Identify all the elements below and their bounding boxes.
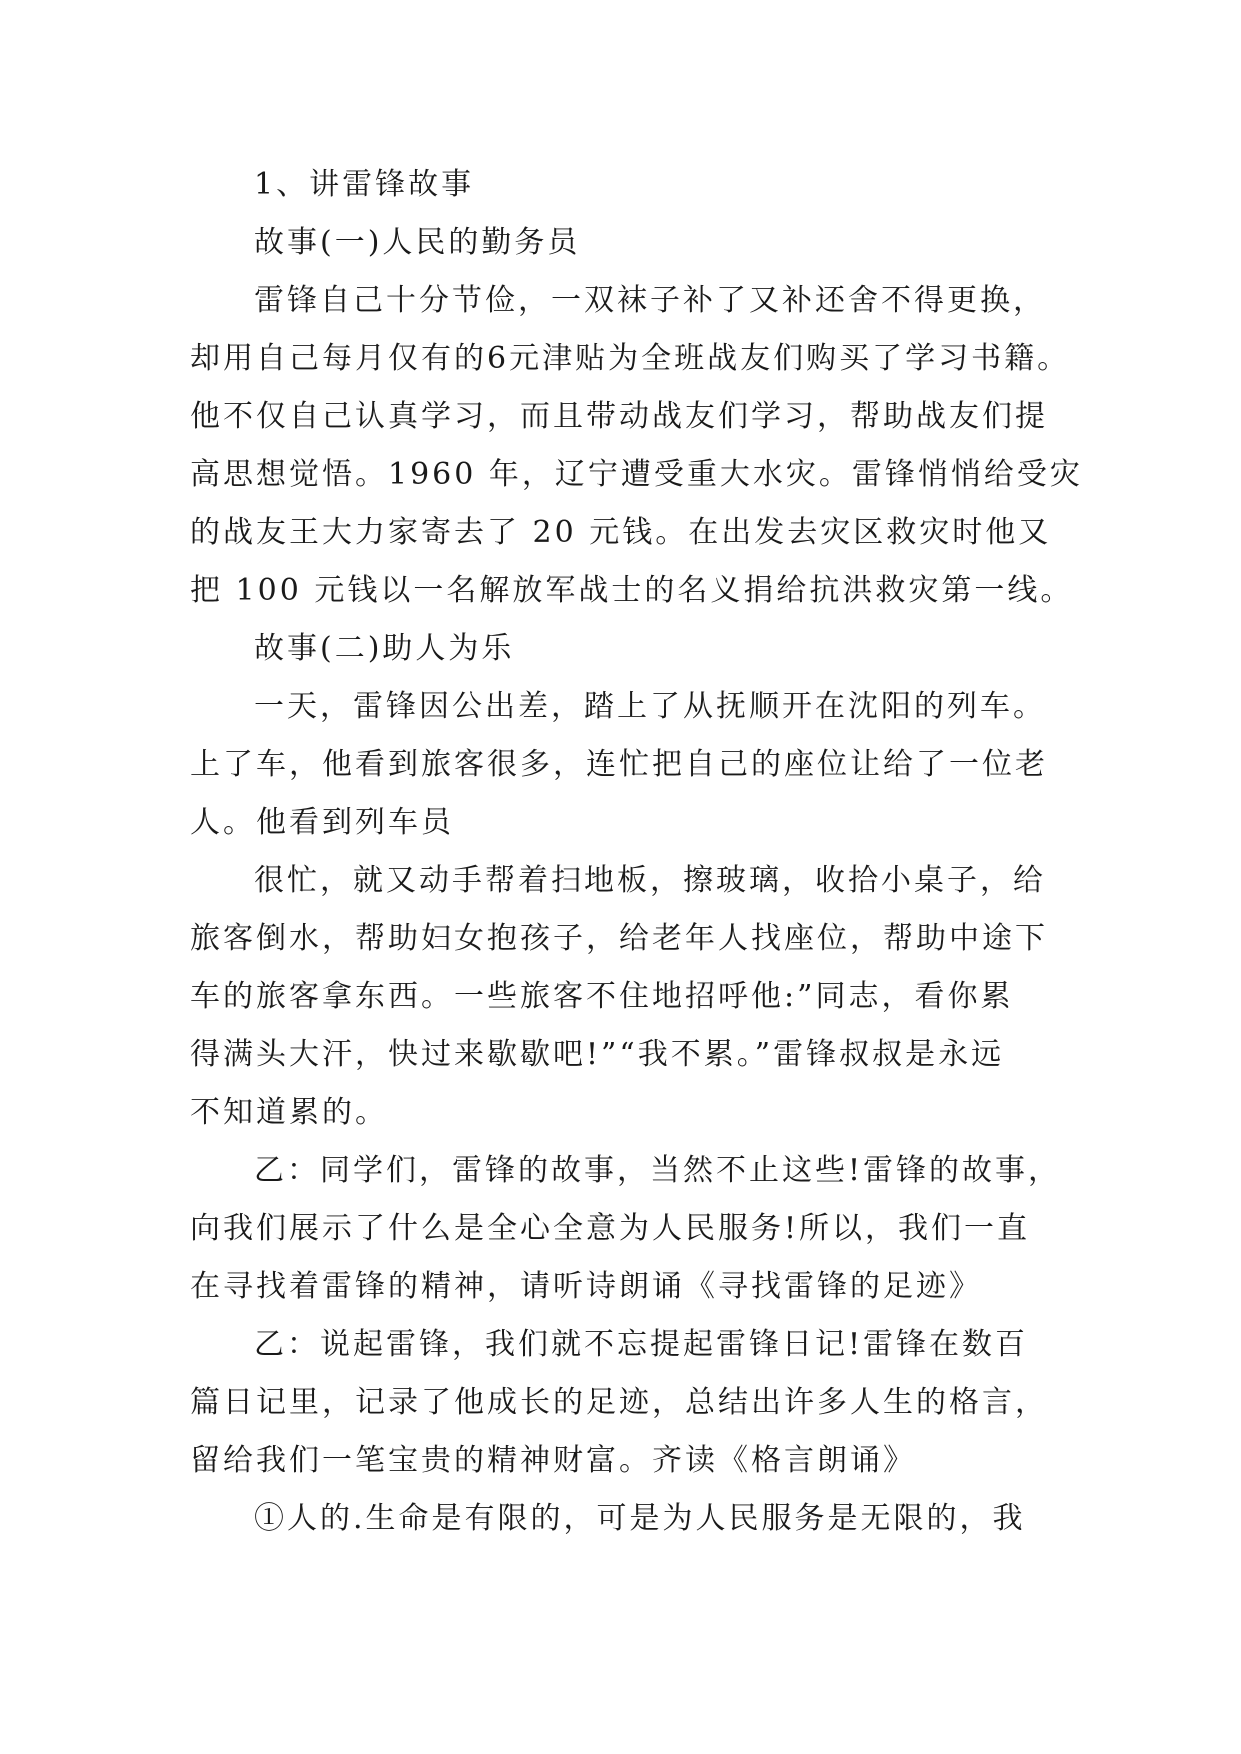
- text-line: 他不仅自己认真学习，而且带动战友们学习，帮助战友们提: [190, 399, 1048, 434]
- text-line: 不知道累的。: [190, 1095, 388, 1130]
- text-line: 在寻找着雷锋的精神，请听诗朗诵《寻找雷锋的足迹》: [190, 1269, 982, 1304]
- text-line: 旅客倒水，帮助妇女抱孩子，给老年人找座位，帮助中途下: [190, 921, 1048, 956]
- text-line: 很忙，就又动手帮着扫地板，擦玻璃，收拾小桌子，给: [254, 863, 1046, 898]
- text-line: 1、讲雷锋故事: [254, 167, 475, 202]
- text-line: 人。他看到列车员: [190, 805, 454, 840]
- text-line: 篇日记里，记录了他成长的足迹，总结出许多人生的格言，: [190, 1385, 1048, 1420]
- text-line: 故事(一)人民的勤务员: [254, 225, 581, 260]
- text-line: 一天，雷锋因公出差，踏上了从抚顺开在沈阳的列车。: [254, 689, 1046, 724]
- text-line: 乙：同学们，雷锋的故事，当然不止这些!雷锋的故事，: [254, 1153, 1062, 1188]
- text-line: 高思想觉悟。1960 年，辽宁遭受重大水灾。雷锋悄悄给受灾: [190, 457, 1083, 492]
- text-line: 却用自己每月仅有的6元津贴为全班战友们购买了学习书籍。: [190, 341, 1071, 376]
- text-line: 得满头大汗，快过来歇歇吧!”“我不累。”雷锋叔叔是永远: [190, 1037, 1005, 1072]
- text-line: 车的旅客拿东西。一些旅客不住地招呼他:”同志，看你累: [190, 979, 1014, 1014]
- text-line: 故事(二)助人为乐: [254, 631, 515, 666]
- text-line: ①人的.生命是有限的，可是为人民服务是无限的，我: [254, 1501, 1026, 1536]
- text-line: 乙：说起雷锋，我们就不忘提起雷锋日记!雷锋在数百: [254, 1327, 1029, 1362]
- text-line: 把 100 元钱以一名解放军战士的名义捐给抗洪救灾第一线。: [190, 573, 1074, 608]
- text-line: 上了车，他看到旅客很多，连忙把自己的座位让给了一位老: [190, 747, 1048, 782]
- text-line: 的战友王大力家寄去了 20 元钱。在出发去灾区救灾时他又: [190, 515, 1052, 550]
- text-line: 雷锋自己十分节俭，一双袜子补了又补还舍不得更换，: [254, 283, 1046, 318]
- text-line: 向我们展示了什么是全心全意为人民服务!所以，我们一直: [190, 1211, 1031, 1246]
- text-line: 留给我们一笔宝贵的精神财富。齐读《格言朗诵》: [190, 1443, 916, 1478]
- document-body: [190, 156, 1083, 1548]
